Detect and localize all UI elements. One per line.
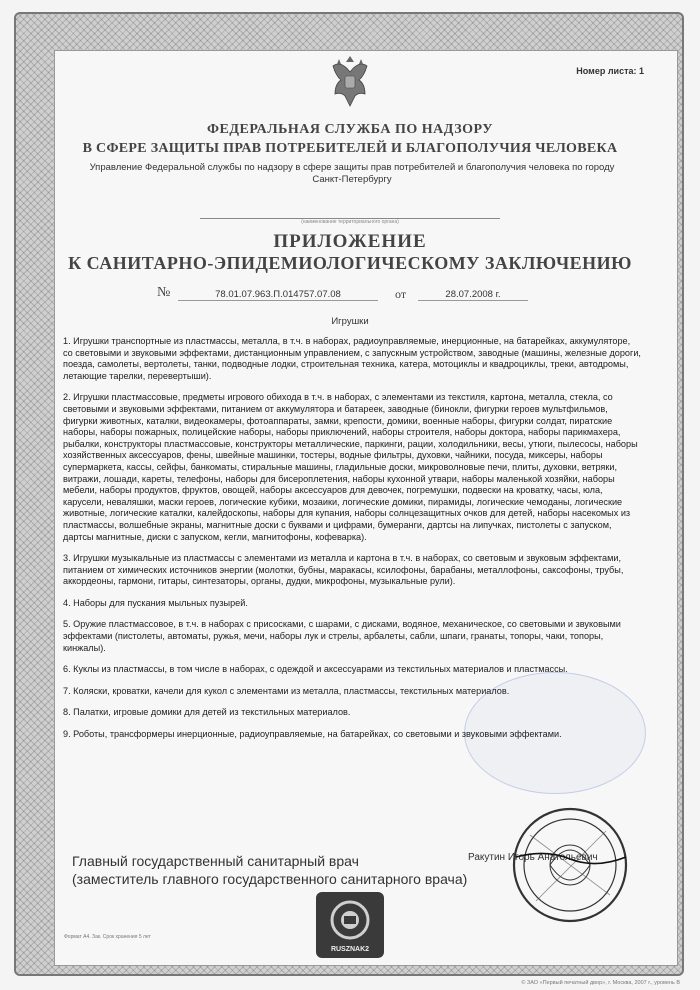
signatory-title-line-1: Главный государственный санитарный врач [72,853,359,869]
product-list [63,336,641,751]
list-item: 5. Оружие пластмассовое, в т.ч. в наборах с присосками, с шарами, с дисками, водяное, механическое, со световыми и звуковыми эффектами (пистолеты, автоматы, ружья, мечи, наборы лук и стрелы, арбалеты, сабли, шпаги, гранаты, топоры, чаки, топоры, кинжалы). [63,619,621,653]
registration-date: 28.07.2008 г. [418,289,528,301]
list-item: 8. Палатки, игровые домики для детей из текстильных материалов. [63,707,351,718]
list-item: 7. Коляски, кроватки, качели для кукол с элементами из металла, пластмассы, текстильных материалов. [63,685,510,696]
list-item: 1. Игрушки транспортные из пластмассы, металла, в т.ч. в наборах, радиоуправляемые, инерционные, на батарейках, аккумуляторе, со световыми и звуковыми эффектами, дистанционным управлением, с запускным устройством, заводные (машины, железные дороги, поезда, самолеты, вертолеты, танки, подводные лодки, строительная техника, катера, мотоциклы и квадроциклы, треки, автодромы, летающие тарелки, перевертыши). [63,336,641,381]
signatory-name: Ракутин Игорь Анатольевич [468,852,598,863]
agency-name-line-2: В СФЕРЕ ЗАЩИТЫ ПРАВ ПОТРЕБИТЕЛЕЙ И БЛАГОПОЛУЧИЯ ЧЕЛОВЕКА [82,141,618,156]
list-item: 3. Игрушки музыкальные из пластмассы с элементами из металла и картона в т.ч. в наборах, со световым и звуковым эффектами, питанием от химических источников энергии (молотки, бубны, маракасы, ксилофоны, барабаны, металлофоны, саксофоны, трубы, аккордеоны, гармони, гитары, синтезаторы, органы, дудки, микрофоны, музыкальные рули). [63,553,624,587]
round-seal-icon [510,805,630,925]
list-item: 2. Игрушки пластмассовые, предметы игрового обихода в т.ч. в наборах, с элементами из текстиля, картона, металла, стекла, со световыми и звуковыми эффектами, питанием от аккумулятора и батареек, заводные (бинокли, фигурки героев мультфильмов, фигурки животных, каталки, видеокамеры, фотоаппараты, замки, крепости, домики, военные наборы, фигурки солдат, пиратские наборы, наборы пожарных, полицейские наборы, наборы приключений, наборы строителя, наборы доктора, наборы парикмахера, рыбалки, конструкторы пластмассовые, конструкторы металлические, паркинги, рации, холодильники, весы, утюги, пылесосы, наборы хозяйственных аксессуаров, фены, швейные машинки, тостеры, водные фильтры, духовки, чайники, посуда, миксеры, наборы супермаркета, кассы, сейфы, банкоматы, стиральные машины, гладильные доски, микроволновые печи, плиты, духовки, ветряки, витражи, лошади, кареты, телефоны, наборы для бисероплетения, наборы кухонной утвари, наборы маленькой хозяйки, наборы мебели, наборы продуктов, фруктов, овощей, наборы аксессуаров для девочек, погремушки, подвески на кроватку, часы, юла, карусели, неваляшки, маски героев, логические кубики, мозаики, логические домики, пирамиды, логические чемоданы, логические животные, логические каталки, калейдоскопы, наборы для купания, наборы солнцезащитных очков для детей, наборы насекомых из пластмассы, волшебные экраны, магнитные доски с буквами и цифрами, бумеранги, дартсы на липучках, пистолеты с запуском, дартсы магнитные, диски с запуском, кегли, магнитофоны, кофеварка). [63,392,638,542]
list-item: 9. Роботы, трансформеры инерционные, радиоуправляемые, на батарейках, со световыми и звуковыми эффектами. [63,729,562,740]
signatory-title-line-2: (заместитель главного государственного санитарного врача) [72,871,468,887]
document-title: ПРИЛОЖЕНИЕ [273,231,427,252]
registration-number: 78.01.07.963.П.014757.07.08 [178,289,378,301]
paper-format-note: Формат А4. Зак. Срок хранения 5 лет [64,934,151,940]
product-category: Игрушки [331,316,369,327]
printer-logo-text: RUSZNAK2 [330,946,370,953]
body-caption: (наименование территориального органа) [301,219,399,225]
regional-department: Управление Федеральной службы по надзору в сфере защиты прав потребителей и благополучия человека по городу Санкт-Петербургу [89,162,615,185]
printer-imprint: © ЗАО «Первый печатный двор», г. Москва, 2007 г., уровень В [521,980,680,986]
document-subtitle: К САНИТАРНО-ЭПИДЕМИОЛОГИЧЕСКОМУ ЗАКЛЮЧЕНИЮ [68,253,632,273]
number-sign: № [157,285,171,300]
russian-coat-of-arms-icon [327,52,373,114]
agency-name-line-1: ФЕДЕРАЛЬНАЯ СЛУЖБА ПО НАДЗОРУ [206,122,493,137]
sheet-number: Номер листа: 1 [576,66,644,76]
signatory-title [72,852,467,888]
list-item: 6. Куклы из пластмассы, в том числе в наборах, с одеждой и аксессуарами из текстильных материалов и пластмассы. [63,664,568,675]
list-item: 4. Наборы для пускания мыльных пузырей. [63,597,248,608]
date-label: от [395,287,407,301]
